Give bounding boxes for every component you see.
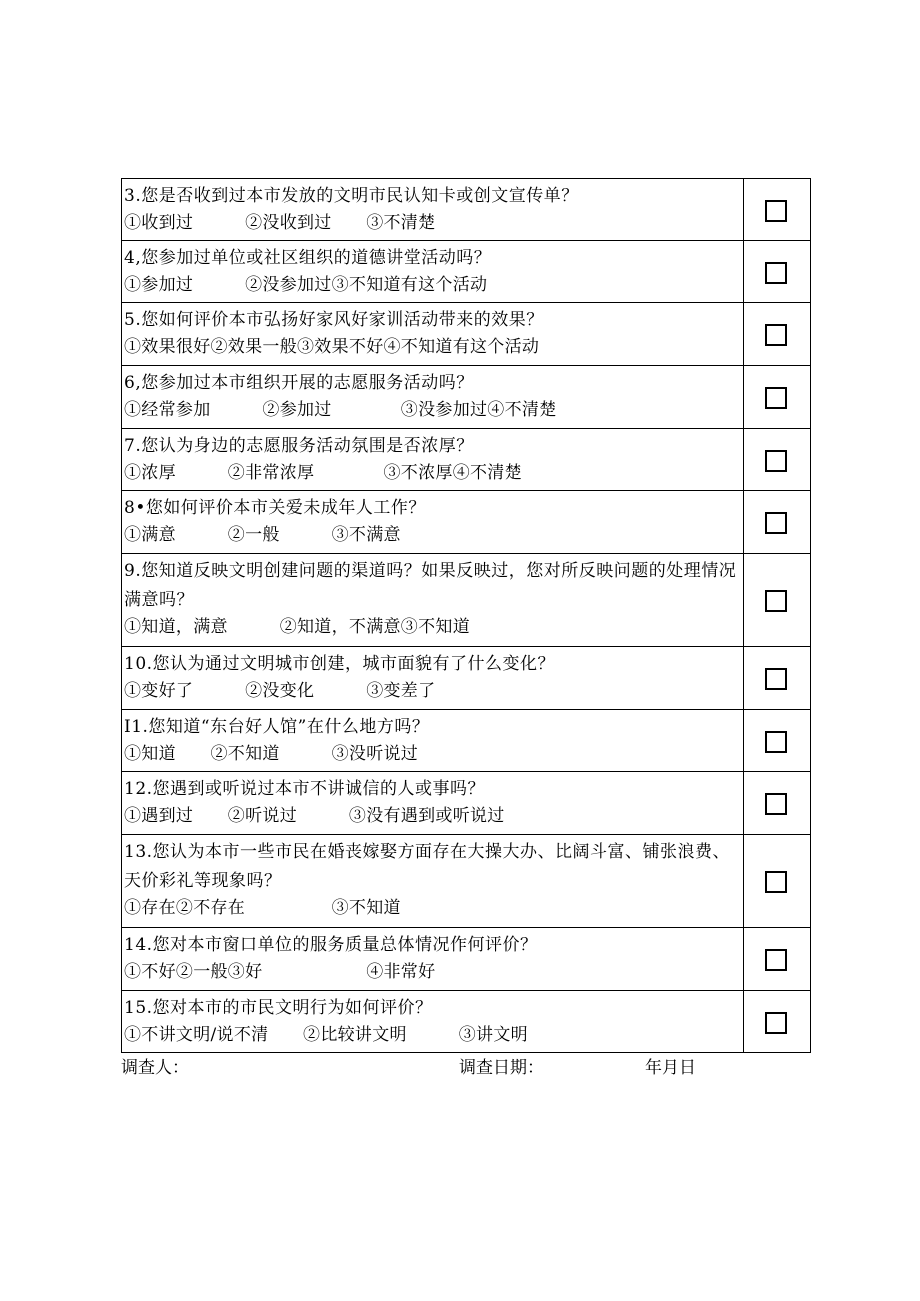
answer-cell xyxy=(744,991,811,1053)
question-text: 15.您对本市的市民文明行为如何评价？ xyxy=(124,998,433,1018)
question-options: ①知道，满意 ②知道，不满意③不知道 xyxy=(124,617,470,637)
answer-cell xyxy=(744,429,811,491)
question-cell xyxy=(122,647,744,710)
question-cell xyxy=(122,491,744,554)
answer-checkbox[interactable] xyxy=(765,387,787,409)
answer-checkbox[interactable] xyxy=(765,1012,787,1034)
question-options: ①知道 ②不知道 ③没听说过 xyxy=(124,744,419,764)
question-text: 14.您对本市窗口单位的服务质量总体情况作何评价？ xyxy=(124,935,538,955)
answer-checkbox[interactable] xyxy=(765,512,787,534)
answer-checkbox[interactable] xyxy=(765,871,787,893)
question-text: 4,您参加过单位或社区组织的道德讲堂活动吗？ xyxy=(124,248,492,268)
question-text: 8•您如何评价本市关爱未成年人工作？ xyxy=(124,498,426,518)
question-options: ①不讲文明/说不清 ②比较讲文明 ③讲文明 xyxy=(124,1025,528,1045)
question-row xyxy=(122,491,811,554)
answer-checkbox[interactable] xyxy=(765,793,787,815)
question-text: I1.您知道“东台好人馆”在什么地方吗？ xyxy=(124,717,430,737)
answer-checkbox[interactable] xyxy=(765,450,787,472)
question-text: 12.您遇到或听说过本市不讲诚信的人或事吗？ xyxy=(124,779,486,799)
question-options: ①不好②一般③好 ④非常好 xyxy=(124,962,436,982)
question-options: ①收到过 ②没收到过 ③不清楚 xyxy=(124,213,436,233)
question-options: ①经常参加 ②参加过 ③没参加过④不清楚 xyxy=(124,400,557,420)
question-cell xyxy=(122,554,744,647)
year-month-day-label: 年月日 xyxy=(645,1058,696,1078)
answer-checkbox[interactable] xyxy=(765,731,787,753)
question-cell xyxy=(122,241,744,303)
question-row xyxy=(122,429,811,491)
question-options: ①浓厚 ②非常浓厚 ③不浓厚④不清楚 xyxy=(124,463,522,483)
answer-cell xyxy=(744,366,811,429)
question-row xyxy=(122,179,811,241)
answer-cell xyxy=(744,241,811,303)
answer-checkbox[interactable] xyxy=(765,590,787,612)
question-text: 10.您认为通过文明城市创建，城市面貌有了什么变化？ xyxy=(124,654,556,674)
question-cell xyxy=(122,366,744,429)
question-options: ①遇到过 ②听说过 ③没有遇到或听说过 xyxy=(124,806,505,826)
survey-table xyxy=(121,178,811,1053)
survey-rows xyxy=(122,179,811,1053)
answer-cell xyxy=(744,835,811,928)
survey-date-label: 调查日期： xyxy=(459,1058,544,1078)
question-cell xyxy=(122,303,744,366)
question-row xyxy=(122,241,811,303)
question-cell xyxy=(122,710,744,772)
answer-cell xyxy=(744,491,811,554)
question-row xyxy=(122,928,811,991)
answer-checkbox[interactable] xyxy=(765,324,787,346)
answer-cell xyxy=(744,928,811,991)
question-options: ①效果很好②效果一般③效果不好④不知道有这个活动 xyxy=(124,337,540,357)
question-options: ①参加过 ②没参加过③不知道有这个活动 xyxy=(124,275,488,295)
answer-checkbox[interactable] xyxy=(765,200,787,222)
question-options: ①满意 ②一般 ③不满意 xyxy=(124,525,401,545)
question-row xyxy=(122,772,811,835)
answer-checkbox[interactable] xyxy=(765,262,787,284)
question-options: ①变好了 ②没变化 ③变差了 xyxy=(124,681,436,701)
question-cell xyxy=(122,928,744,991)
question-row xyxy=(122,303,811,366)
question-cell xyxy=(122,835,744,928)
question-text: 5.您如何评价本市弘扬好家风好家训活动带来的效果？ xyxy=(124,310,544,330)
answer-cell xyxy=(744,710,811,772)
question-cell xyxy=(122,429,744,491)
question-row xyxy=(122,835,811,928)
question-row xyxy=(122,366,811,429)
investigator-label: 调查人： xyxy=(121,1058,189,1078)
question-row xyxy=(122,991,811,1053)
question-cell xyxy=(122,772,744,835)
question-row xyxy=(122,554,811,647)
question-text: 6,您参加过本市组织开展的志愿服务活动吗？ xyxy=(124,373,474,393)
answer-checkbox[interactable] xyxy=(765,949,787,971)
answer-cell xyxy=(744,647,811,710)
question-text: 7.您认为身边的志愿服务活动氛围是否浓厚？ xyxy=(124,436,474,456)
question-text: 3.您是否收到过本市发放的文明市民认知卡或创文宣传单？ xyxy=(124,186,579,206)
answer-cell xyxy=(744,179,811,241)
answer-cell xyxy=(744,303,811,366)
question-text: 13.您认为本市一些市民在婚丧嫁娶方面存在大操大办、比阔斗富、铺张浪费、天价彩礼等现象吗？ xyxy=(124,842,731,891)
survey-footer xyxy=(121,1054,807,1084)
question-row xyxy=(122,647,811,710)
question-text: 9.您知道反映文明创建问题的渠道吗？如果反映过，您对所反映问题的处理情况满意吗？ xyxy=(124,561,737,610)
question-options: ①存在②不存在 ③不知道 xyxy=(124,898,401,918)
answer-checkbox[interactable] xyxy=(765,668,787,690)
question-cell xyxy=(122,991,744,1053)
question-cell xyxy=(122,179,744,241)
question-row xyxy=(122,710,811,772)
answer-cell xyxy=(744,554,811,647)
answer-cell xyxy=(744,772,811,835)
